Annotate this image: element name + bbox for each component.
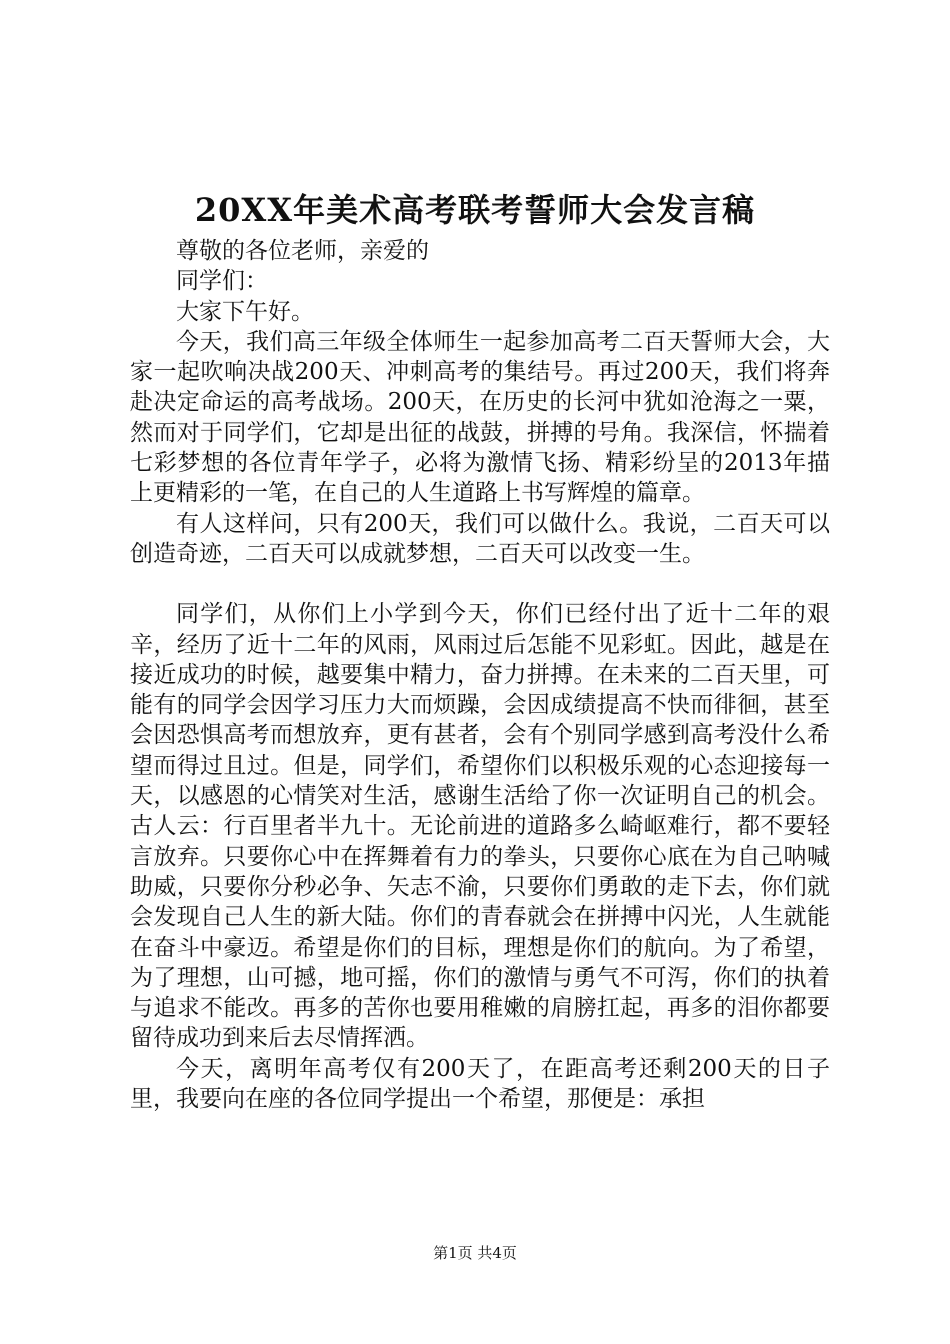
paragraph: 今天，我们高三年级全体师生一起参加高考二百天誓师大会，大家一起吹响决战200天、冲刺高考的集结号。再过200天，我们将奔赴决定命运的高考战场。200天，在历史的长河中犹如沧海之一粟，然而对于同学们，它却是出征的战鼓，拼搏的号角。我深信，怀揣着七彩梦想的各位青年学子，必将为激情飞扬、精彩纷呈的2013年描上更精彩的一笔，在自己的人生道路上书写辉煌的篇章。 [130,328,830,507]
paragraph: 有人这样问，只有200天，我们可以做什么。我说，二百天可以创造奇迹，二百天可以成就梦想，二百天可以改变一生。 [130,510,830,567]
paragraph-salutation-cont: 同学们： [176,268,268,295]
paragraph-salutation: 尊敬的各位老师，亲爱的 [176,238,429,264]
paragraph-greeting: 大家下午好。 [176,298,314,325]
paragraph: 同学们，从你们上小学到今天，你们已经付出了近十二年的艰辛，经历了近十二年的风雨，风雨过后怎能不见彩虹。因此，越是在接近成功的时候，越要集中精力，奋力拼搏。在未来的二百天里，可能有的同学会因学习压力大而烦躁，会因成绩提高不快而徘徊，甚至会因恐惧高考而想放弃，更有甚者，会有个别同学感到高考没什么希望而得过且过。但是，同学们，希望你们以积极乐观的心态迎接每一天，以感恩的心情笑对生活，感谢生活给了你一次证明自己的机会。古人云：行百里者半九十。无论前进的道路多么崎岖难行，都不要轻言放弃。只要你心中在挥舞着有力的拳头，只要你心底在为自己呐喊助威，只要你分秒必争、矢志不渝，只要你们勇敢的走下去，你们就会发现自己人生的新大陆。你们的青春就会在拼搏中闪光，人生就能在奋斗中豪迈。希望是你们的目标，理想是你们的航向。为了希望，为了理想，山可撼，地可摇，你们的激情与勇气不可泻，你们的执着与追求不能改。再多的苦你也要用稚嫩的肩膀扛起，再多的泪你都要留待成功到来后去尽情挥洒。 [130,601,830,1052]
document-body [130,236,830,1114]
document-title: 20XX年美术高考联考誓师大会发言稿 [194,191,756,229]
paragraph: 今天，离明年高考仅有200天了，在距高考还剩200天的日子里，我要向在座的各位同学提出一个希望，那便是：承担 [130,1055,830,1113]
page-number-footer: 第1页 共4页 [433,1244,517,1262]
